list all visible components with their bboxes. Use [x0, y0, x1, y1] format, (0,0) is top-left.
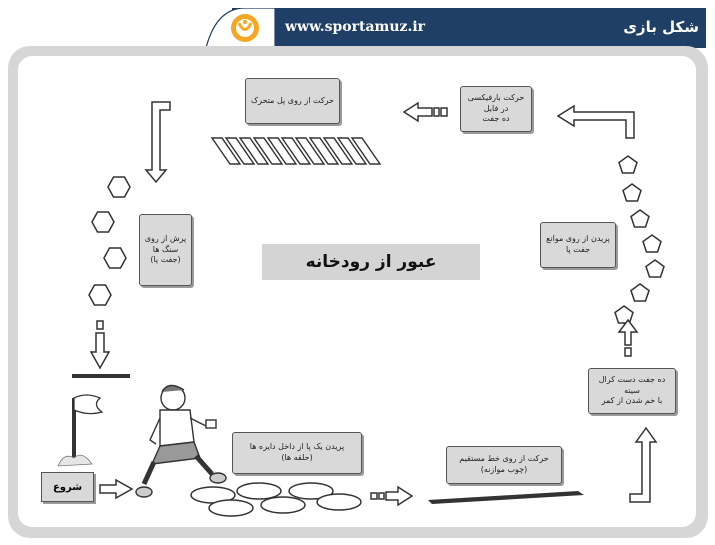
runner-boy-icon — [136, 385, 226, 497]
hexagon-stones — [89, 177, 130, 305]
station-ring-hop — [232, 432, 362, 474]
moving-bridge-slats — [212, 138, 380, 164]
start-arrow — [100, 480, 132, 498]
station-crawl — [588, 368, 676, 414]
station-hexagon-jump-line3: (جفت پا) — [150, 255, 181, 265]
site-url[interactable]: www.sportamuz.ir — [285, 19, 426, 35]
station-moving-bridge-label: حرکت از روی پل متحرک — [251, 95, 334, 105]
station-hexagon-jump — [139, 214, 192, 286]
station-hexagon-jump-line2: سنگ ها — [152, 244, 179, 254]
station-moving-bridge — [245, 78, 340, 124]
station-rope-pull-line2: ده جفت — [482, 114, 510, 124]
station-crawl-line1: ده جفت دست کرال سینه — [598, 374, 666, 395]
diagram-title: عبور از رودخانه — [262, 244, 480, 280]
station-rope-pull-line1: حرکت بارفیکسی در فایل — [467, 92, 525, 113]
right-up-arrow — [619, 320, 637, 356]
station-ring-hop-line2: (حلقه ها) — [281, 453, 313, 462]
top-right-bent-arrow — [558, 106, 634, 138]
station-crawl-line2: با خم شدن از کمر — [601, 396, 663, 406]
top-middle-arrow — [404, 103, 447, 121]
station-line-walk-line1: حرکت از روی خط مستقیم — [459, 454, 549, 464]
ring-hoops — [191, 483, 361, 516]
station-hexagon-jump-line1: پرش از روی — [144, 233, 187, 243]
station-rope-pull — [460, 86, 532, 132]
flag-icon — [58, 395, 102, 466]
bottom-right-bent-arrow — [630, 428, 656, 502]
pentagon-obstacles — [615, 156, 664, 323]
station-line-walk-line2: (چوب موازنه) — [480, 465, 528, 474]
balance-beam — [428, 491, 584, 504]
header-title: شکل بازی — [623, 18, 699, 36]
bottom-middle-arrow — [371, 487, 412, 505]
station-pentagon-jump-line2: جفت پا — [565, 245, 591, 254]
station-pentagon-jump-line1: پریدن از روی موانع — [546, 234, 610, 244]
station-pentagon-jump — [540, 222, 616, 268]
station-ring-hop-line1: پریدن یک پا از داخل دایره ها — [249, 442, 345, 452]
left-down-arrow — [91, 321, 109, 368]
start-label: شروع — [41, 472, 94, 502]
station-line-walk — [446, 446, 562, 484]
left-top-bent-arrow — [146, 102, 170, 182]
